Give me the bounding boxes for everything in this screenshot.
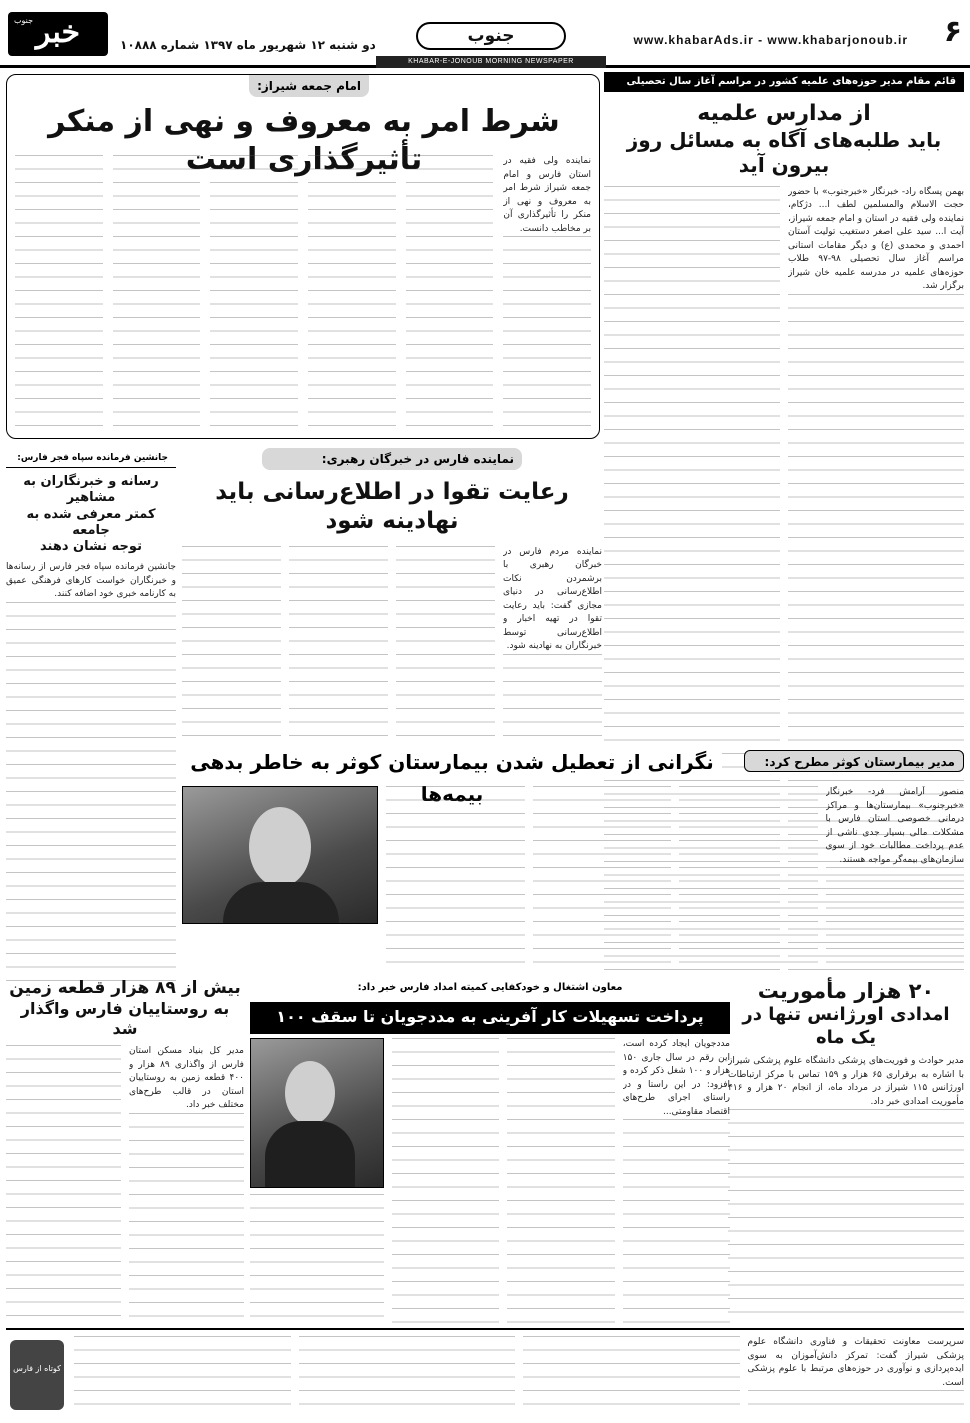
official-photo [250,1038,384,1188]
article-headline: ۲۰ هزار مأموریت [757,979,935,1003]
article-headline: رعایت تقوا در اطلاع‌رسانی باید نهادینه شود [215,479,569,534]
portrait-face [285,1061,335,1125]
briefs-footer [6,1328,964,1418]
logo-sub: جنوب [14,16,34,25]
article-lead: منصور آرامش فرد- خبرنگار «خبرجنوب» بیمارستان‌ها و مراکز درمانی خصوصی استان فارس با مشکلات مالی بسیار جدی ناشی از عدم پرداخت مطالبات خود از سوی سازمان‌های بیمه‌گر مواجه هستند. [825,787,964,865]
article-headline: رسانه و خبرنگاران به مشاهیر [23,474,159,506]
article-headline-2: باید طلبه‌های آگاه به مسائل روز بیرون آید [626,127,942,177]
portrait-suit [265,1121,355,1188]
article-headline: از مدارس علمیه [697,101,871,126]
section-label: جنوب [416,22,566,50]
article-kicker: نماینده فارس در خبرگان رهبری: [262,448,522,470]
date-issue: دو شنبه ۱۲ شهریور ماه ۱۳۹۷ شماره ۱۰۸۸۸ [120,38,376,52]
article-media-heroes [6,448,176,968]
article-lead: نماینده ولی فقیه در استان فارس و امام جمعه شیراز شرط امر به معروف و نهی از منکر را تأثیرگذاری آن بر مخاطب دانست. [503,156,591,234]
article-lead: جانشین فرمانده سپاه فجر فارس از رسانه‌ها و خبرنگاران خواست کارهای فرهنگی عمیق به کارنامه خبری خود اضافه کنند. [6,562,176,600]
article-headline-2: کمتر معرفی شده به جامعه [26,506,156,538]
article-kicker: معاون اشتغال و خودکفایی کمیته امداد فارس خبر داد: [250,978,730,998]
page-number: ۶ [943,14,962,49]
article-headline: پرداخت تسهیلات کار آفرینی به مددجویان تا سقف ۱۰۰ میلیون تومان [250,1002,730,1034]
article-headline-2: به روستاییان فارس واگذار شد [20,999,230,1039]
brief-lead: سرپرست معاونت تحقیقات و فناوری دانشگاه علوم پزشکی شیراز گفت: تمرکز دانش‌آموزان به سوی ایده‌پردازی و نوآوری در حوزه‌های مرتبط با علوم پزشکی است. [747,1337,964,1388]
briefs-tag [10,1340,64,1410]
masthead-strip: KHABAR-E-JONOUB MORNING NEWSPAPER [376,56,606,68]
article-headline: شرط امر به معروف و نهی از منکر تأثیرگذاری است [48,104,560,177]
article-lead: مدیر کل بنیاد مسکن استان فارس از واگذاری ۸۹ هزار و ۴۰۰ قطعه زمین به روستاییان استان در قالب طرح‌های مختلف خبر داد. [129,1046,244,1111]
masthead [0,0,970,68]
director-photo [182,786,378,924]
article-lead: مدیر حوادث و فوریت‌های پزشکی دانشگاه علوم پزشکی شیراز با اشاره به برقراری ۶۵ هزار و ۱۵۹ تماس با مرکز ارتباطات اورژانس ۱۱۵ شیراز در مرداد ماه، از انجام ۲۰ هزار و ۴۱۶ مأموریت امدادی خبر داد. [728,1056,964,1107]
portrait-face [249,807,311,887]
article-relief-loans [250,978,730,1323]
article-emergency-missions [728,978,964,1318]
article-headline: بیش از ۸۹ هزار قطعه زمین [9,978,241,998]
article-headline: نگرانی از تعطیل شدن بیمارستان کوثر به خاطر بدهی بیمه‌ها [182,746,722,780]
article-lead: بهمن پسگاه راد- خبرنگار «خبرجنوب» با حضور حجت الاسلام والمسلمین لطف ا... دژکام، نماینده ولی فقیه در استان و امام جمعه شیراز، آیت ا... سید علی اصغر دستغیب تولیت آستان احمدی و محمدی (ع) و دیگر مقامات استانی مراسم آغاز سال تحصیلی ۹۸-۹۷ طلاب حوزه‌های علمیه در مدرسه علمیه خان شیراز برگزار شد. [788,186,964,291]
newspaper-logo: خبر [8,12,108,56]
article-rural-land [6,978,244,1318]
article-lead: مددجویان ایجاد کرده است، این رقم در سال جاری ۱۵۰ هزار و ۱۰۰ شغل ذکر کرده و افزود: در این راستا و در راستای اجرای طرح‌های اقتصاد مقاومتی... [622,1039,730,1117]
article-kowsar-hospital [182,746,964,971]
article-kicker: قائم مقام مدیر حوزه‌های علمیه کشور در مراسم آغاز سال تحصیلی طلاب: [604,72,964,92]
article-experts-assembly [182,448,602,738]
website-url[interactable]: www.khabarAds.ir - www.khabarjonoub.ir [633,33,908,47]
portrait-suit [223,882,339,924]
article-kicker: جانشین فرمانده سپاه فجر فارس: [6,448,176,468]
article-friday-prayer [6,74,600,439]
article-headline-3: توجه نشان دهند [40,539,142,554]
article-headline-2: امدادی اورژانس تنها در یک ماه [742,1004,950,1048]
article-kicker: مدیر بیمارستان کوثر مطرح کرد: [744,750,964,772]
briefs-tag-label: کوتاه از فارس [13,1364,61,1373]
article-lead: نماینده مردم فارس در خبرگان رهبری با برشمردن نکات اطلاع‌رسانی در دنیای مجازی گفت: باید رعایت تقوا در تهیه اخبار و اطلاع‌رسانی توسط خبرنگاران به نهادینه شود. [503,546,602,651]
article-kicker: امام جمعه شیراز: [249,75,369,97]
